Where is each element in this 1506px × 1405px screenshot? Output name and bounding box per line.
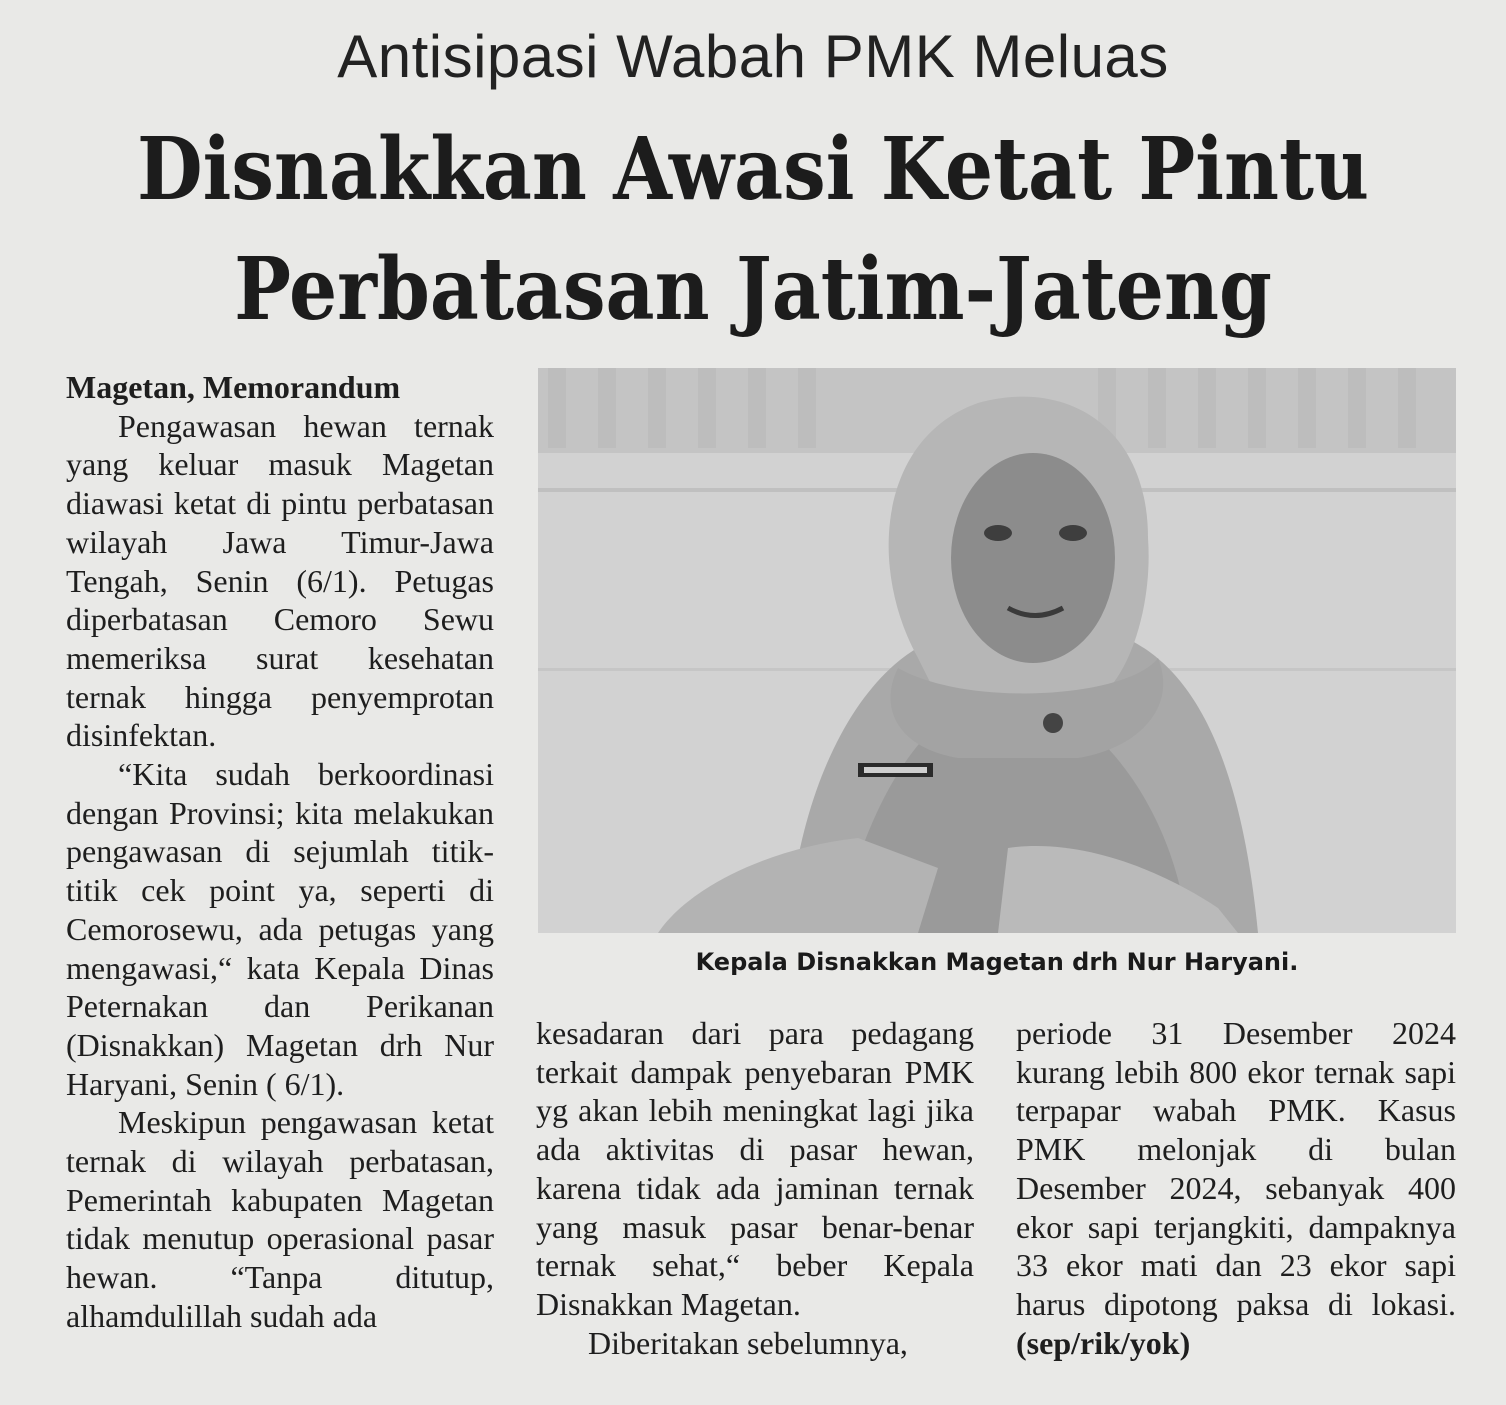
paragraph-6-text: periode 31 Desember 2024 kurang lebih 800 ekor ternak sapi terpapar wabah PMK. Kasus PMK melonjak di bulan Desember 2024, sebanyak 400 ekor sapi terjangkiti, dampaknya 33 ekor mati dan 23 ekor sapi harus dipotong paksa di lokasi. <box>1016 1015 1456 1322</box>
paragraph-6 <box>1016 1014 1456 1362</box>
article-column-3 <box>1016 1014 1456 1362</box>
article-column-1 <box>66 368 494 1336</box>
article-column-2 <box>536 1014 974 1362</box>
paragraph-5: Diberitakan sebelumnya, <box>588 1324 908 1361</box>
photo-caption: Kepala Disnakkan Magetan drh Nur Haryani. <box>695 948 1299 976</box>
article-photo <box>538 368 1456 933</box>
dateline: Magetan, Memorandum <box>66 369 401 405</box>
portrait-illustration <box>538 368 1456 933</box>
paragraph-1: Pengawasan hewan ternak yang keluar masuk Magetan diawasi ketat di pintu perbatasan wilayah Jawa Timur-Jawa Tengah, Senin (6/1). Petugas diperbatasan Cemoro Sewu memeriksa surat kesehatan ternak hingga penyemprotan disinfektan. <box>66 407 494 754</box>
article-headline <box>90 110 1415 350</box>
paragraph-2: “Kita sudah berkoordinasi dengan Provinsi; kita melakukan pengawasan di sejumlah titik-titik cek point ya, seperti di Cemorosewu, ada petugas yang mengawasi,“ kata Kepala Dinas Peternakan dan Perikanan (Disnakkan) Magetan drh Nur Haryani, Senin ( 6/1). <box>66 756 494 1102</box>
paragraph-3: Meskipun pengawasan ketat ternak di wilayah perbatasan, Pemerintah kabupaten Magetan tidak menutup operasional pasar hewan. “Tanpa ditutup, alhamdulillah sudah ada <box>66 1104 494 1334</box>
paragraph-4: kesadaran dari para pedagang terkait dampak penyebaran PMK yg akan lebih meningkat lagi jika ada aktivitas di pasar hewan, karena tidak ada jaminan ternak yang masuk pasar benar-benar ternak sehat,“ beber Kepala Disnakkan Magetan. <box>536 1015 974 1322</box>
author-signature: (sep/rik/yok) <box>1016 1324 1191 1361</box>
headline-line-1: Disnakkan Awasi Ketat Pintu <box>136 119 1370 220</box>
headline-line-2: Perbatasan Jatim-Jateng <box>234 239 1272 340</box>
article-kicker: Antisipasi Wabah PMK Meluas <box>337 23 1169 90</box>
